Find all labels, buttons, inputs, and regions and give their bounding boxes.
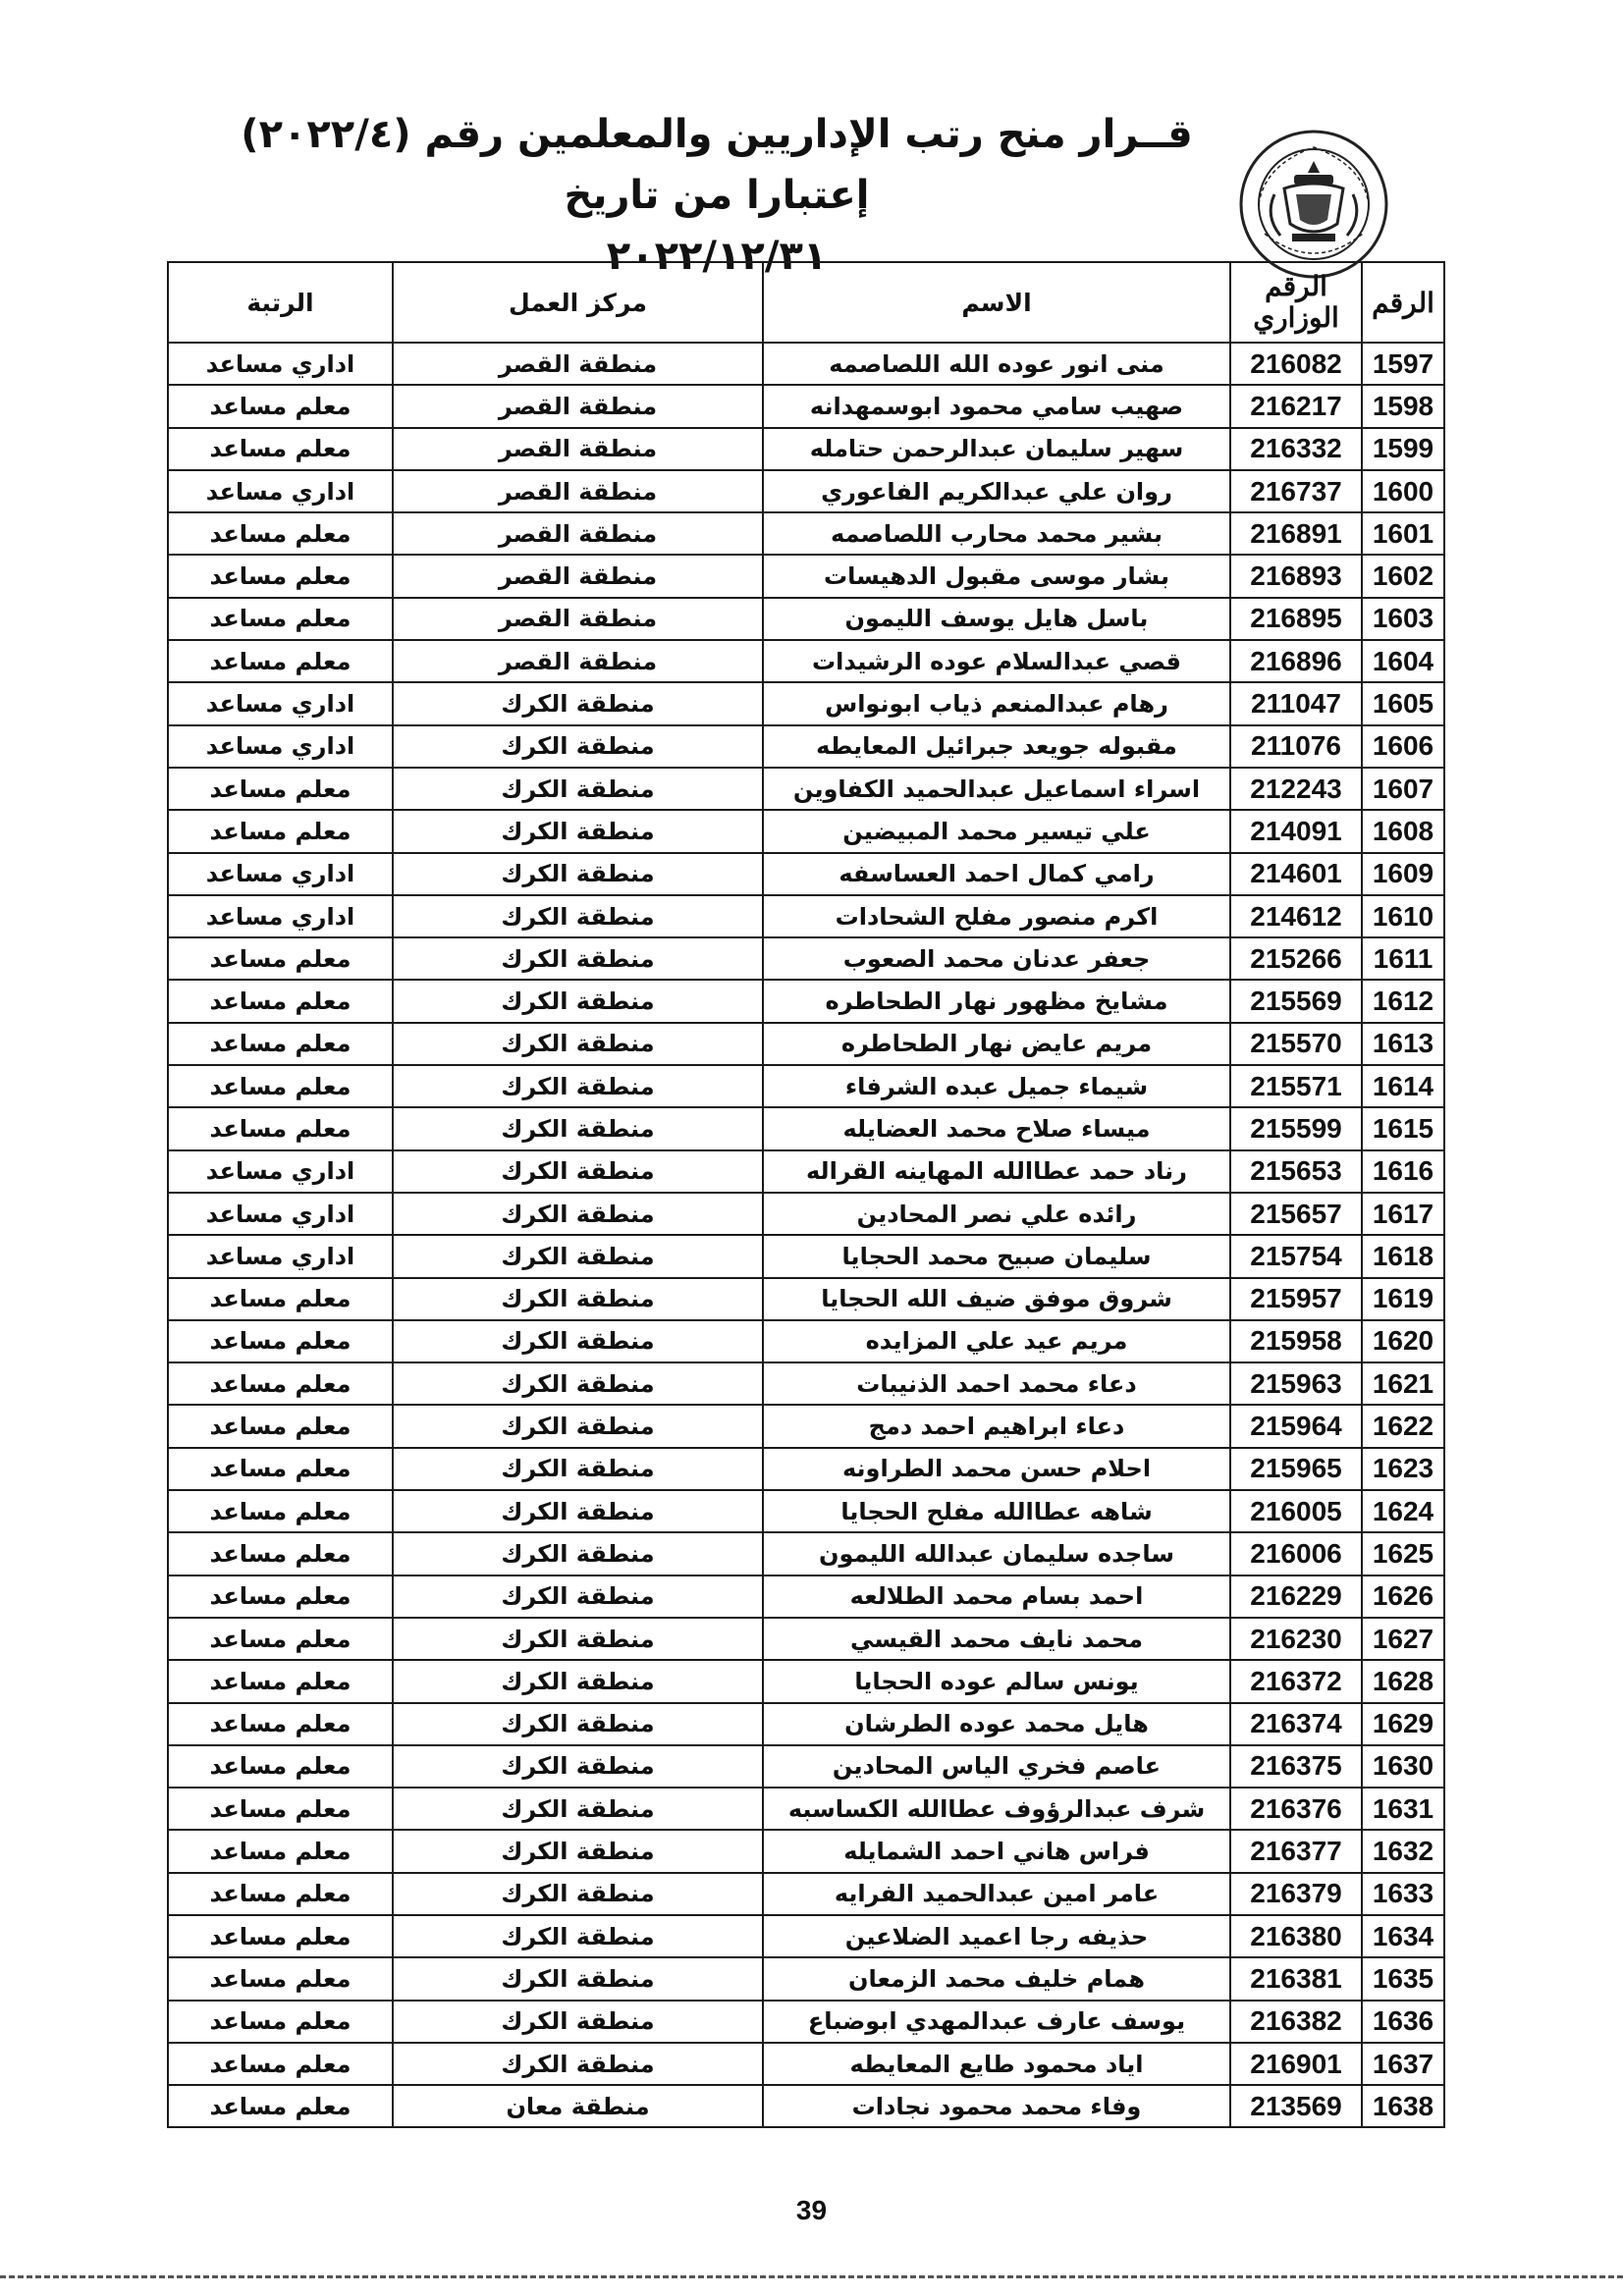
cell-ministry-number: 215754 (1230, 1235, 1362, 1277)
header-ministry-number-line-2: الوزاري (1253, 302, 1339, 333)
table-row (168, 1490, 1444, 1532)
cell-name: روان علي عبدالكريم الفاعوري (763, 470, 1230, 512)
table-row (168, 1235, 1444, 1277)
footer-divider (0, 2275, 1623, 2281)
cell-ministry-number: 216374 (1230, 1703, 1362, 1745)
cell-work-center: منطقة الكرك (393, 1405, 763, 1447)
cell-work-center: منطقة الكرك (393, 1873, 763, 1915)
cell-rank: اداري مساعد (168, 725, 393, 768)
cell-name: شيماء جميل عبده الشرفاء (763, 1065, 1230, 1107)
cell-name: شروق موفق ضيف الله الحجايا (763, 1278, 1230, 1320)
cell-rank: معلم مساعد (168, 1660, 393, 1702)
cell-ministry-number: 215965 (1230, 1448, 1362, 1490)
cell-name: دعاء ابراهيم احمد دمج (763, 1405, 1230, 1447)
table-row (168, 1532, 1444, 1575)
cell-serial: 1632 (1362, 1830, 1444, 1872)
cell-rank: معلم مساعد (168, 1278, 393, 1320)
cell-name: مشايخ مظهور نهار الطحاطره (763, 980, 1230, 1022)
cell-name: رناد حمد عطاالله المهاينه القراله (763, 1150, 1230, 1193)
cell-work-center: منطقة الكرك (393, 1362, 763, 1405)
cell-name: عاصم فخري الياس المحادين (763, 1745, 1230, 1788)
cell-serial: 1621 (1362, 1362, 1444, 1405)
cell-serial: 1626 (1362, 1575, 1444, 1618)
table-row (168, 512, 1444, 555)
cell-ministry-number: 216372 (1230, 1660, 1362, 1702)
cell-ministry-number: 214601 (1230, 853, 1362, 895)
cell-work-center: منطقة الكرك (393, 1235, 763, 1277)
table-row (168, 768, 1444, 810)
cell-ministry-number: 216737 (1230, 470, 1362, 512)
cell-serial: 1633 (1362, 1873, 1444, 1915)
cell-name: بشار موسى مقبول الدهيسات (763, 555, 1230, 597)
cell-work-center: منطقة الكرك (393, 1575, 763, 1618)
cell-work-center: منطقة الكرك (393, 725, 763, 768)
cell-name: فراس هاني احمد الشمايله (763, 1830, 1230, 1872)
jordan-coat-of-arms-icon (1235, 126, 1392, 283)
title-line-1: قــرار منح رتب الإداريين والمعلمين رقم (٢٠٢٢/٤) إعتبارا من تاريخ (241, 112, 1193, 218)
cell-work-center: منطقة الكرك (393, 1193, 763, 1235)
cell-rank: معلم مساعد (168, 1065, 393, 1107)
cell-serial: 1613 (1362, 1023, 1444, 1065)
cell-name: سهير سليمان عبدالرحمن حتامله (763, 428, 1230, 470)
cell-rank: معلم مساعد (168, 1873, 393, 1915)
cell-name: اكرم منصور مفلح الشحادات (763, 895, 1230, 937)
cell-rank: معلم مساعد (168, 1490, 393, 1532)
cell-work-center: منطقة القصر (393, 555, 763, 597)
cell-serial: 1631 (1362, 1788, 1444, 1830)
cell-name: قصي عبدالسلام عوده الرشيدات (763, 640, 1230, 682)
cell-work-center: منطقة الكرك (393, 1320, 763, 1362)
table-row (168, 1788, 1444, 1830)
cell-work-center: منطقة الكرك (393, 895, 763, 937)
cell-name: همام خليف محمد الزمعان (763, 1957, 1230, 2000)
cell-ministry-number: 216375 (1230, 1745, 1362, 1788)
cell-rank: معلم مساعد (168, 1957, 393, 2000)
cell-rank: معلم مساعد (168, 768, 393, 810)
cell-serial: 1614 (1362, 1065, 1444, 1107)
cell-name: احلام حسن محمد الطراونه (763, 1448, 1230, 1490)
cell-work-center: منطقة الكرك (393, 980, 763, 1022)
cell-rank: معلم مساعد (168, 1362, 393, 1405)
cell-rank: معلم مساعد (168, 1618, 393, 1660)
table-row (168, 1915, 1444, 1957)
cell-ministry-number: 215963 (1230, 1362, 1362, 1405)
cell-work-center: منطقة الكرك (393, 1023, 763, 1065)
cell-ministry-number: 211076 (1230, 725, 1362, 768)
cell-serial: 1598 (1362, 385, 1444, 427)
table-row (168, 1405, 1444, 1447)
cell-name: بشير محمد محارب اللصاصمه (763, 512, 1230, 555)
cell-ministry-number: 216377 (1230, 1830, 1362, 1872)
cell-ministry-number: 216376 (1230, 1788, 1362, 1830)
cell-serial: 1597 (1362, 343, 1444, 385)
cell-name: شرف عبدالرؤوف عطاالله الكساسبه (763, 1788, 1230, 1830)
cell-ministry-number: 213569 (1230, 2085, 1362, 2127)
cell-work-center: منطقة الكرك (393, 768, 763, 810)
cell-ministry-number: 214091 (1230, 810, 1362, 852)
cell-name: ميساء صلاح محمد العضايله (763, 1107, 1230, 1149)
table-row (168, 1320, 1444, 1362)
cell-name: جعفر عدنان محمد الصعوب (763, 937, 1230, 980)
cell-work-center: منطقة الكرك (393, 1278, 763, 1320)
cell-ministry-number: 216901 (1230, 2043, 1362, 2085)
cell-ministry-number: 215958 (1230, 1320, 1362, 1362)
table-row (168, 428, 1444, 470)
cell-ministry-number: 212243 (1230, 768, 1362, 810)
cell-name: يوسف عارف عبدالمهدي ابوضباع (763, 2001, 1230, 2043)
cell-serial: 1604 (1362, 640, 1444, 682)
cell-rank: معلم مساعد (168, 2001, 393, 2043)
cell-serial: 1607 (1362, 768, 1444, 810)
cell-serial: 1625 (1362, 1532, 1444, 1575)
cell-serial: 1611 (1362, 937, 1444, 980)
cell-work-center: منطقة القصر (393, 343, 763, 385)
table-row (168, 1660, 1444, 1702)
cell-rank: معلم مساعد (168, 1405, 393, 1447)
table-row (168, 640, 1444, 682)
cell-ministry-number: 211047 (1230, 682, 1362, 724)
table-row (168, 1957, 1444, 2000)
cell-ministry-number: 216893 (1230, 555, 1362, 597)
cell-rank: معلم مساعد (168, 980, 393, 1022)
header-ministry-number-line-1: الرقم (1265, 271, 1327, 301)
cell-rank: اداري مساعد (168, 682, 393, 724)
header-serial: الرقم (1362, 262, 1444, 343)
table-row (168, 1107, 1444, 1149)
cell-name: هايل محمد عوده الطرشان (763, 1703, 1230, 1745)
cell-work-center: منطقة الكرك (393, 853, 763, 895)
table-header-row (168, 262, 1444, 343)
cell-work-center: منطقة الكرك (393, 1830, 763, 1872)
table-row (168, 1065, 1444, 1107)
cell-rank: معلم مساعد (168, 1745, 393, 1788)
header-ministry-number (1230, 262, 1362, 343)
table-row (168, 853, 1444, 895)
cell-name: سليمان صبيح محمد الحجايا (763, 1235, 1230, 1277)
table-row (168, 895, 1444, 937)
cell-work-center: منطقة الكرك (393, 810, 763, 852)
cell-name: وفاء محمد محمود نجادات (763, 2085, 1230, 2127)
cell-name: شاهه عطاالله مفلح الحجايا (763, 1490, 1230, 1532)
cell-ministry-number: 216381 (1230, 1957, 1362, 2000)
cell-name: مريم عيد علي المزايده (763, 1320, 1230, 1362)
cell-ministry-number: 215657 (1230, 1193, 1362, 1235)
table-row (168, 2043, 1444, 2085)
table-row (168, 1362, 1444, 1405)
cell-ministry-number: 216082 (1230, 343, 1362, 385)
cell-name: رائده علي نصر المحادين (763, 1193, 1230, 1235)
table-row (168, 682, 1444, 724)
cell-serial: 1635 (1362, 1957, 1444, 2000)
table-row (168, 1830, 1444, 1872)
cell-ministry-number: 216332 (1230, 428, 1362, 470)
table-row (168, 2085, 1444, 2127)
cell-name: حذيفه رجا اعميد الضلاعين (763, 1915, 1230, 1957)
grants-table (167, 261, 1445, 2128)
cell-work-center: منطقة الكرك (393, 1065, 763, 1107)
cell-rank: معلم مساعد (168, 428, 393, 470)
cell-rank: اداري مساعد (168, 895, 393, 937)
cell-work-center: منطقة معان (393, 2085, 763, 2127)
header-name: الاسم (763, 262, 1230, 343)
cell-work-center: منطقة الكرك (393, 2001, 763, 2043)
cell-name: علي تيسير محمد المبيضين (763, 810, 1230, 852)
cell-serial: 1623 (1362, 1448, 1444, 1490)
cell-name: يونس سالم عوده الحجايا (763, 1660, 1230, 1702)
cell-rank: معلم مساعد (168, 1448, 393, 1490)
cell-serial: 1599 (1362, 428, 1444, 470)
cell-ministry-number: 215570 (1230, 1023, 1362, 1065)
cell-serial: 1627 (1362, 1618, 1444, 1660)
cell-rank: اداري مساعد (168, 1150, 393, 1193)
cell-rank: معلم مساعد (168, 1703, 393, 1745)
cell-serial: 1628 (1362, 1660, 1444, 1702)
cell-serial: 1637 (1362, 2043, 1444, 2085)
cell-name: دعاء محمد احمد الذنيبات (763, 1362, 1230, 1405)
cell-ministry-number: 216895 (1230, 598, 1362, 640)
cell-name: عامر امين عبدالحميد الفرايه (763, 1873, 1230, 1915)
cell-work-center: منطقة الكرك (393, 1532, 763, 1575)
header-work-center: مركز العمل (393, 262, 763, 343)
table-row (168, 937, 1444, 980)
cell-serial: 1630 (1362, 1745, 1444, 1788)
cell-rank: معلم مساعد (168, 555, 393, 597)
cell-ministry-number: 215957 (1230, 1278, 1362, 1320)
cell-work-center: منطقة الكرك (393, 1745, 763, 1788)
cell-ministry-number: 215964 (1230, 1405, 1362, 1447)
cell-rank: معلم مساعد (168, 385, 393, 427)
cell-rank: معلم مساعد (168, 1788, 393, 1830)
cell-serial: 1615 (1362, 1107, 1444, 1149)
table-row (168, 555, 1444, 597)
cell-ministry-number: 214612 (1230, 895, 1362, 937)
cell-rank: معلم مساعد (168, 2085, 393, 2127)
cell-ministry-number: 216230 (1230, 1618, 1362, 1660)
cell-rank: اداري مساعد (168, 1235, 393, 1277)
cell-rank: اداري مساعد (168, 853, 393, 895)
cell-serial: 1619 (1362, 1278, 1444, 1320)
header-rank: الرتبة (168, 262, 393, 343)
cell-work-center: منطقة القصر (393, 385, 763, 427)
document-title (196, 104, 1237, 287)
cell-serial: 1605 (1362, 682, 1444, 724)
cell-serial: 1636 (1362, 2001, 1444, 2043)
cell-serial: 1618 (1362, 1235, 1444, 1277)
cell-work-center: منطقة القصر (393, 428, 763, 470)
cell-ministry-number: 215569 (1230, 980, 1362, 1022)
cell-serial: 1629 (1362, 1703, 1444, 1745)
cell-serial: 1616 (1362, 1150, 1444, 1193)
table-row (168, 1745, 1444, 1788)
cell-rank: معلم مساعد (168, 640, 393, 682)
cell-ministry-number: 215571 (1230, 1065, 1362, 1107)
cell-name: باسل هايل يوسف الليمون (763, 598, 1230, 640)
cell-work-center: منطقة الكرك (393, 1490, 763, 1532)
cell-serial: 1608 (1362, 810, 1444, 852)
table-row (168, 1023, 1444, 1065)
cell-work-center: منطقة القصر (393, 512, 763, 555)
cell-ministry-number: 216380 (1230, 1915, 1362, 1957)
cell-rank: معلم مساعد (168, 1107, 393, 1149)
cell-name: اسراء اسماعيل عبدالحميد الكفاوين (763, 768, 1230, 810)
cell-rank: اداري مساعد (168, 470, 393, 512)
cell-serial: 1638 (1362, 2085, 1444, 2127)
cell-name: منى انور عوده الله اللصاصمه (763, 343, 1230, 385)
cell-work-center: منطقة الكرك (393, 1915, 763, 1957)
cell-work-center: منطقة الكرك (393, 1660, 763, 1702)
cell-rank: معلم مساعد (168, 512, 393, 555)
cell-work-center: منطقة الكرك (393, 1107, 763, 1149)
cell-name: مقبوله جويعد جبرائيل المعايطه (763, 725, 1230, 768)
cell-ministry-number: 216229 (1230, 1575, 1362, 1618)
cell-serial: 1634 (1362, 1915, 1444, 1957)
cell-rank: معلم مساعد (168, 1830, 393, 1872)
cell-ministry-number: 216379 (1230, 1873, 1362, 1915)
cell-ministry-number: 215599 (1230, 1107, 1362, 1149)
table-body (168, 343, 1444, 2127)
cell-name: مريم عايض نهار الطحاطره (763, 1023, 1230, 1065)
cell-rank: معلم مساعد (168, 598, 393, 640)
cell-rank: معلم مساعد (168, 1575, 393, 1618)
cell-name: صهيب سامي محمود ابوسمهدانه (763, 385, 1230, 427)
cell-ministry-number: 216382 (1230, 2001, 1362, 2043)
cell-ministry-number: 216005 (1230, 1490, 1362, 1532)
cell-work-center: منطقة القصر (393, 598, 763, 640)
cell-serial: 1606 (1362, 725, 1444, 768)
cell-work-center: منطقة الكرك (393, 1788, 763, 1830)
cell-work-center: منطقة الكرك (393, 2043, 763, 2085)
cell-rank: معلم مساعد (168, 810, 393, 852)
cell-work-center: منطقة القصر (393, 640, 763, 682)
cell-work-center: منطقة الكرك (393, 1150, 763, 1193)
cell-work-center: منطقة الكرك (393, 1957, 763, 2000)
cell-name: محمد نايف محمد القيسي (763, 1618, 1230, 1660)
cell-name: رامي كمال احمد العساسفه (763, 853, 1230, 895)
cell-serial: 1602 (1362, 555, 1444, 597)
cell-serial: 1612 (1362, 980, 1444, 1022)
cell-serial: 1610 (1362, 895, 1444, 937)
table-row (168, 385, 1444, 427)
cell-serial: 1601 (1362, 512, 1444, 555)
cell-serial: 1622 (1362, 1405, 1444, 1447)
cell-rank: معلم مساعد (168, 2043, 393, 2085)
cell-serial: 1600 (1362, 470, 1444, 512)
cell-rank: معلم مساعد (168, 937, 393, 980)
table-row (168, 1448, 1444, 1490)
cell-serial: 1620 (1362, 1320, 1444, 1362)
cell-work-center: منطقة الكرك (393, 1448, 763, 1490)
page-number: 39 (795, 2195, 828, 2225)
table-row (168, 1278, 1444, 1320)
cell-ministry-number: 216896 (1230, 640, 1362, 682)
table-row (168, 470, 1444, 512)
cell-work-center: منطقة الكرك (393, 1703, 763, 1745)
cell-ministry-number: 215266 (1230, 937, 1362, 980)
cell-work-center: منطقة الكرك (393, 937, 763, 980)
cell-serial: 1624 (1362, 1490, 1444, 1532)
cell-rank: معلم مساعد (168, 1320, 393, 1362)
table-row (168, 343, 1444, 385)
cell-name: ساجده سليمان عبدالله الليمون (763, 1532, 1230, 1575)
table-row (168, 1150, 1444, 1193)
cell-rank: اداري مساعد (168, 343, 393, 385)
cell-work-center: منطقة الكرك (393, 1618, 763, 1660)
cell-rank: معلم مساعد (168, 1023, 393, 1065)
cell-ministry-number: 215653 (1230, 1150, 1362, 1193)
cell-rank: اداري مساعد (168, 1193, 393, 1235)
table-row (168, 810, 1444, 852)
cell-serial: 1617 (1362, 1193, 1444, 1235)
cell-ministry-number: 216217 (1230, 385, 1362, 427)
cell-work-center: منطقة الكرك (393, 682, 763, 724)
cell-work-center: منطقة القصر (393, 470, 763, 512)
table-row (168, 598, 1444, 640)
table-row (168, 1193, 1444, 1235)
cell-serial: 1609 (1362, 853, 1444, 895)
cell-rank: معلم مساعد (168, 1915, 393, 1957)
cell-name: اياد محمود طايع المعايطه (763, 2043, 1230, 2085)
title-line-2: ٢٠٢٢/١٢/٣١ (606, 234, 828, 279)
table-row (168, 1575, 1444, 1618)
cell-name: رهام عبدالمنعم ذياب ابونواس (763, 682, 1230, 724)
cell-ministry-number: 216006 (1230, 1532, 1362, 1575)
table-row (168, 2001, 1444, 2043)
cell-name: احمد بسام محمد الطلالعه (763, 1575, 1230, 1618)
table-row (168, 980, 1444, 1022)
cell-ministry-number: 216891 (1230, 512, 1362, 555)
table-row (168, 1703, 1444, 1745)
table-row (168, 1618, 1444, 1660)
table-row (168, 1873, 1444, 1915)
cell-serial: 1603 (1362, 598, 1444, 640)
cell-rank: معلم مساعد (168, 1532, 393, 1575)
table-row (168, 725, 1444, 768)
